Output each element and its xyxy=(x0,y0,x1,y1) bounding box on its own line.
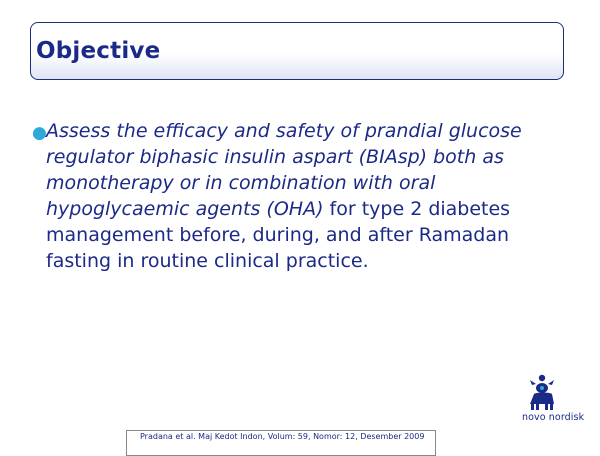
bullet-dot-icon: ● xyxy=(32,123,47,143)
bullet-italic-text: Assess the efficacy and safety of prandial glucose regulator biphasic insulin aspart (BIAsp) both as monotherapy or in combination with oral hypoglycaemic agents (OHA) xyxy=(46,120,522,220)
bullet-regular-text: for type 2 diabetes management before, during, and after Ramadan fasting in routine clinical practice. xyxy=(46,198,511,272)
citation-text: Pradana et al. Maj Kedot Indon, Volum: 59, Nomor: 12, Desember 2009 xyxy=(140,432,425,441)
slide-title: Objective xyxy=(36,38,161,64)
logo-text: novo nordisk xyxy=(522,412,585,423)
bullet-text xyxy=(46,118,558,274)
